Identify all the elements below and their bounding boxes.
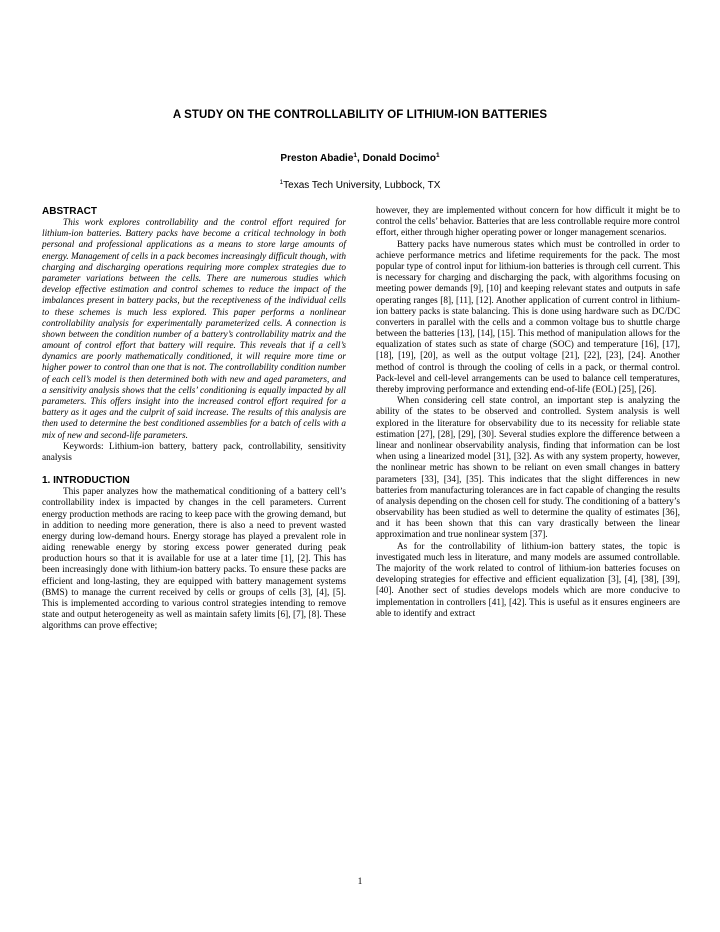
- author-name: Donald Docimo: [362, 153, 436, 164]
- affiliation-mark: 1: [279, 179, 284, 186]
- right-column: [376, 206, 680, 620]
- affiliation-text: Texas Tech University, Lubbock, TX: [283, 180, 441, 191]
- author-line: [0, 153, 720, 164]
- body-paragraph: however, they are implemented without concern for how difficult it might be to control the cells’ behavior. Batteries that are less controllable require more control effort, either through higher operating power or longer management scenarios.: [376, 206, 680, 239]
- introduction-heading: 1. INTRODUCTION: [42, 475, 130, 487]
- paper-title: A STUDY ON THE CONTROLLABILITY OF LITHIUM-ION BATTERIES: [172, 109, 548, 121]
- body-paragraph: Battery packs have numerous states which must be controlled in order to achieve performance metrics and lifetime requirements for the pack. The most popular type of control input for lithium-ion batteries is through cell current. This is necessary for charging and discharging the pack, with algorithms focusing on meeting power demands [9], [10] and keeping relevant states and outputs in safe operating ranges [8], [11], [12]. Another application of current control in lithium-ion battery packs is state balancing. This is done using hardware such as DC/DC converters in parallel with the cells and a common voltage bus to shuttle charge between the batteries [13], [14], [15]. This method of manipulation allows for the equalization of states such as state of charge (SOC) and temperature [16], [17], [18], [19], [20], as well as the output voltage [21], [22], [23], [24]. Another method of control is through the cooling of cells in a pack, or thermal control. Pack-level and cell-level arrangements can be used to balance cell temperatures, thereby improving performance and extending end-of-life (EOL) [25], [26].: [376, 239, 680, 395]
- abstract-heading: ABSTRACT: [42, 206, 97, 217]
- left-column: [42, 206, 346, 633]
- author-affiliation-mark: 1: [435, 152, 440, 159]
- introduction-paragraph: This paper analyzes how the mathematical conditioning of a battery cell’s controllability index is impacted by changes in the cell parameters. Current energy production methods are racing to keep pace with the growing demand, but in addition to needing more generation, there is also a need to prevent wasted energy during low-demand hours. Energy storage has played a prevalent role in aiding renewable energy by storing excess power generated during peak production hours so that it is available for use at a later time [1], [2]. This has been increasingly done with lithium-ion battery packs. To ensure these packs are efficient and long-lasting, they are equipped with battery management systems (BMS) to manage the current received by cells or groups of cells [3], [4], [5]. This is implemented according to various control strategies intending to remove state and output heterogeneity as well as maintain safety limits [6], [7], [8]. These algorithms can prove effective;: [42, 487, 346, 632]
- body-paragraph: When considering cell state control, an important step is analyzing the ability of the states to be observed and controlled. System analysis is well explored in the literature for observability due to its necessity for reliable state estimation [27], [28], [29], [30]. Several studies explore the difference between a linear and nonlinear observability analysis, finding that information can be lost when using a linearized model [31], [32]. As with any system property, however, the nonlinear metric has shown to be reliant on even small changes in battery parameters [33], [34], [35]. This indicates that the slight differences in new batteries from manufacturing tolerances are in fact capable of changing the results of analysis depending on the chosen cell for study. The conditioning of a battery’s observability has been studied as well to determine the quality of estimates [36], and it has been shown that this can vary drastically between the linear approximation and true nonlinear system [37].: [376, 396, 680, 541]
- keywords: Keywords: Lithium-ion battery, battery pack, controllability, sensitivity analysis: [42, 441, 346, 463]
- affiliation-line: [0, 180, 720, 191]
- abstract-text: This work explores controllability and the control effort required for lithium-ion batteries. Battery packs have become a critical technology in both personal and professional applications as a means to store large amounts of energy. Management of cells in a pack becomes increasingly difficult though, with charging and discharging operations requiring more complex strategies due to parameter variations between the cells. There are numerous studies which develop effective estimation and control schemes to reduce the impact of the imbalances present in battery packs, but the receptiveness of the individual cells to these schemes is much less explored. This paper performs a nonlinear controllability analysis for experimentally parameterized cells. A connection is shown between the condition number of a battery’s controllability matrix and the amount of control effort that battery will require. This reveals that if a cell’s dynamics are poorly mathematically conditioned, it will require more time or higher power to control than one that is not. The controllability condition number of each cell’s model is then determined both with new and aged parameters, and a sensitivity analysis shows that the cells’ conditioning is equally impacted by all parameters. This offers insight into the increased control effort required for a battery as it ages and the culprit of said increase. The results of this analysis are then used to determine the best conditioned assemblies for a batch of cells with a mix of new and second-life parameters.: [42, 218, 346, 441]
- author-separator: ,: [357, 153, 363, 164]
- page-number: 1: [357, 877, 363, 887]
- author-affiliation-mark: 1: [353, 152, 358, 159]
- body-paragraph: As for the controllability of lithium-ion battery states, the topic is investigated much less in literature, and many models are assumed controllable. The majority of the work related to control of lithium-ion batteries focuses on developing strategies for effective and efficient equalization [3], [4], [38], [39], [40]. Another sect of studies develops models which are more conducive to implementation in controllers [41], [42]. This is useful as it ensures engineers are able to identify and extract: [376, 541, 680, 619]
- author-name: Preston Abadie: [280, 153, 354, 164]
